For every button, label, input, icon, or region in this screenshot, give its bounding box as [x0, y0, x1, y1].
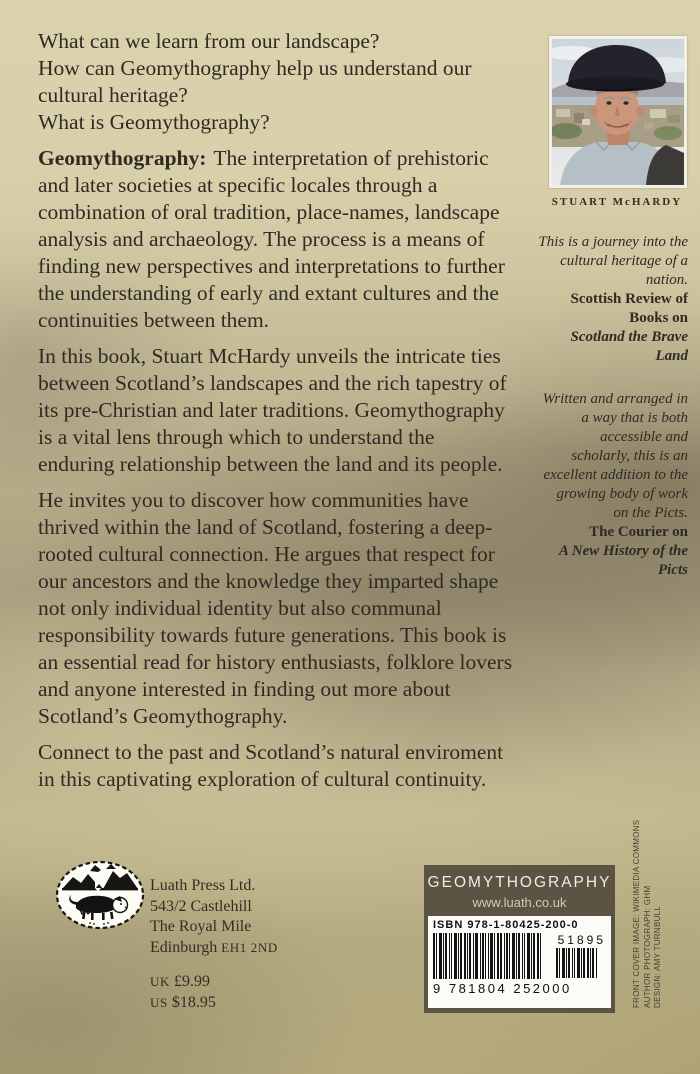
- address-line: 543/2 Castlehill: [150, 897, 252, 915]
- publisher-address: [150, 876, 278, 1013]
- definition-body: The interpretation of prehistoric and later societies at specific locales through a combination of oral tradition, place-names, landscape analysis and archaeology. The process is a means of finding new perspectives and interpretations to further the understanding of early and extant cultures and the continuities between them.: [38, 146, 505, 332]
- luath-press-logo: [54, 858, 146, 932]
- quote-source: The Courier on: [589, 524, 688, 540]
- price-uk: UK £9.99: [150, 973, 210, 990]
- definition-term: Geomythography:: [38, 146, 207, 170]
- author-photo-illustration: [552, 39, 684, 185]
- price-block: [150, 972, 278, 1013]
- question-line-2: How can Geomythography help us understand our cultural heritage?: [38, 56, 472, 107]
- question-line-1: What can we learn from our landscape?: [38, 29, 380, 53]
- isbn-label: ISBN 978-1-80425-200-0: [433, 919, 579, 931]
- definition-paragraph: [38, 145, 514, 334]
- credit-line: FRONT COVER IMAGE: WIKIMEDIA COMMONS: [632, 819, 641, 1008]
- quote-work-title: Scotland the Brave Land: [570, 329, 688, 364]
- address-city-line: [150, 938, 278, 959]
- addon-column: [556, 933, 606, 978]
- barcode-label: [428, 916, 611, 1008]
- quote-work-title: A New History of the Picts: [558, 543, 688, 578]
- publisher-block: [44, 854, 374, 1014]
- design-credits: [632, 819, 664, 1008]
- quote-text: Written and arranged in a way that is both accessible and scholarly, this is an excellent addition to the growing body of work on the Picts.: [542, 391, 688, 521]
- author-photo: [549, 36, 687, 188]
- blurb-paragraph-2: He invites you to discover how communities have thrived within the land of Scotland, fostering a deep-rooted cultural connection. He argues that respect for our ancestors and the knowledge they imparted shape not only individual identity but also communal responsibility towards future generations. This book is an essential read for history enthusiasts, folklore lovers and anyone interested in finding out more about Scotland’s Geomythography.: [38, 488, 513, 728]
- credit-line: AUTHOR PHOTOGRAPH: GHM: [642, 885, 652, 1008]
- barcode-panel: [424, 865, 615, 1013]
- isbn-digits: 9 781804 252000: [433, 981, 572, 996]
- blurb-paragraph-1: In this book, Stuart McHardy unveils the intricate ties between Scotland’s landscapes and the rich tapestry of its pre-Christian and later traditions. Geomythography is a vital lens through which to understand the enduring relationship between the land and its people.: [38, 344, 507, 476]
- blurb-paragraph-3: Connect to the past and Scotland’s natural enviroment in this captivating exploration of cultural continuity.: [38, 740, 504, 791]
- addon-barcode: [556, 948, 602, 978]
- address-line: The Royal Mile: [150, 918, 252, 935]
- address-postcode: EH1 2ND: [221, 939, 278, 955]
- quote-source: Scottish Review of Books on: [570, 291, 688, 326]
- price-addon-code: 51895: [557, 933, 606, 947]
- publisher-name: Luath Press Ltd.: [150, 877, 256, 894]
- ean-barcode: [433, 933, 547, 979]
- credit-line: DESIGN: AMY TURNBULL: [653, 905, 662, 1008]
- author-name-caption: STUART McHARDY: [551, 196, 683, 208]
- publisher-url: www.luath.co.uk: [472, 895, 567, 910]
- barcode-bars-row: [428, 933, 611, 979]
- imprint-title: GEOMYTHOGRAPHY: [427, 874, 612, 891]
- quote-text: This is a journey into the cultural heritage of a nation.: [538, 234, 688, 288]
- back-cover-blurb: [38, 28, 514, 793]
- review-quote-1: [538, 233, 688, 366]
- review-quotes: [538, 233, 688, 580]
- review-quote-2: [538, 390, 688, 580]
- question-line-3: What is Geomythography?: [38, 110, 270, 134]
- address-city: Edinburgh: [150, 938, 218, 956]
- price-us: US $18.95: [150, 993, 216, 1011]
